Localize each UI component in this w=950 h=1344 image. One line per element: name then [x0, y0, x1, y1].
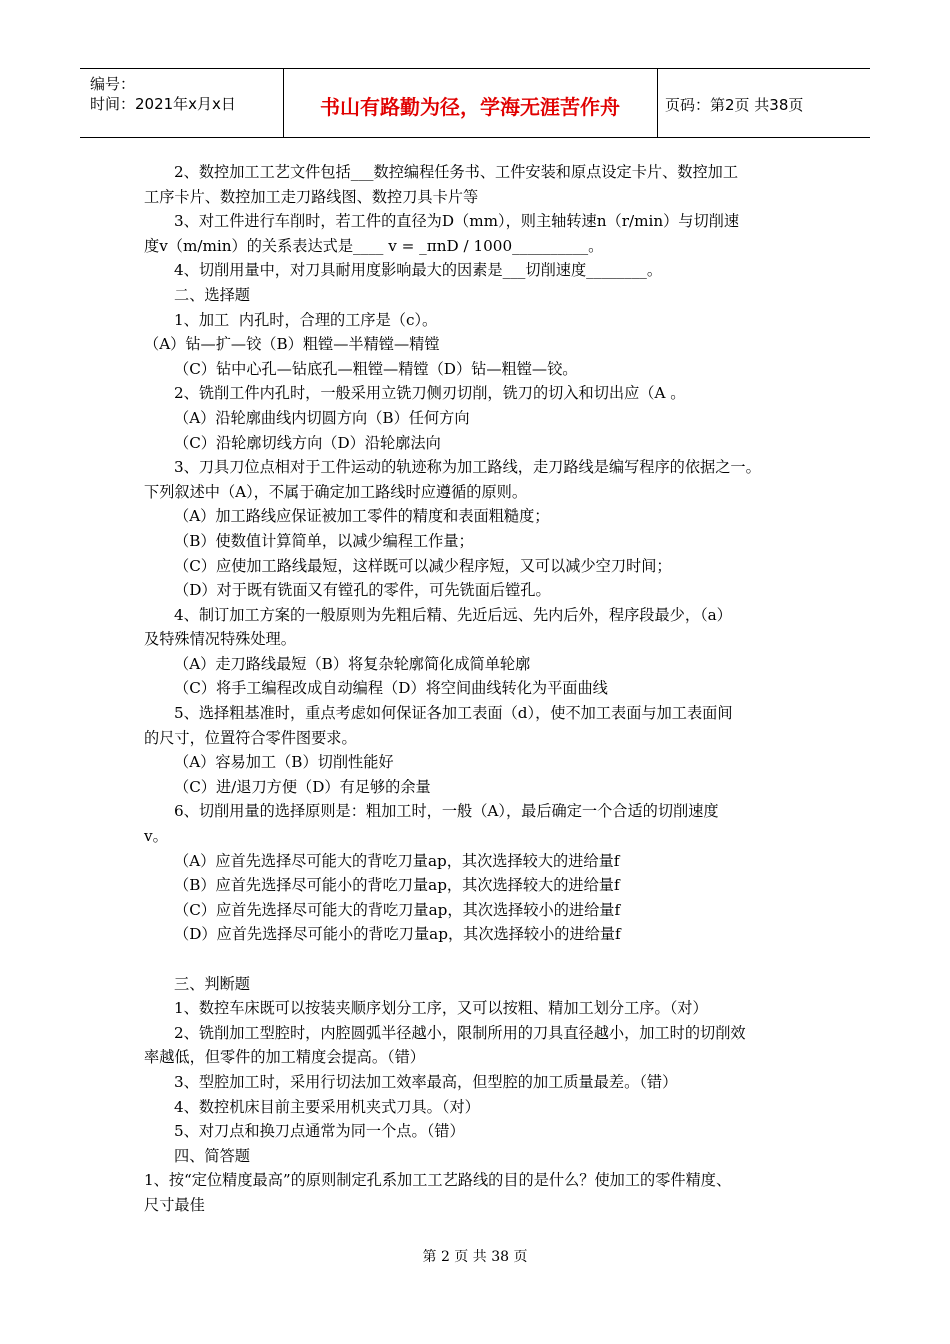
page-header — [80, 68, 870, 138]
text-line: （D）应首先选择尽可能小的背吃刀量ap，其次选择较小的进给量f — [174, 925, 621, 944]
text-line: （A）容易加工（B）切削性能好 — [174, 753, 394, 772]
text-line: 3、对工件进行车削时，若工件的直径为D（mm），则主轴转速n（r/min）与切削速 — [174, 212, 740, 231]
text-line: v。 — [144, 827, 168, 846]
text-line: 6、切削用量的选择原则是：粗加工时，一般（A），最后确定一个合适的切削速度 — [174, 802, 719, 821]
text-line: （C）钻中心孔—钻底孔—粗镗—精镗（D）钻—粗镗—铰。 — [174, 359, 578, 378]
text-line: 三、判断题 — [174, 974, 250, 993]
text-line: 1、数控车床既可以按装夹顺序划分工序，又可以按粗、精加工划分工序。（对） — [174, 999, 708, 1018]
text-line: （C）进/退刀方便（D）有足够的余量 — [174, 777, 431, 796]
page-footer: 第 2 页 共 38 页 — [422, 1249, 528, 1265]
header-left-cell — [80, 69, 284, 137]
text-line: （A）走刀路线最短（B）将复杂轮廓简化成简单轮廓 — [174, 654, 531, 673]
document-body — [144, 160, 814, 1218]
text-line: 度v（m/min）的关系表达式是____ v = _πnD / 1000__________。 — [144, 236, 604, 255]
text-line: （A）沿轮廓曲线内切圆方向（B）任何方向 — [174, 408, 470, 427]
text-line: （D）对于既有铣面又有镗孔的零件，可先铣面后镗孔。 — [174, 581, 551, 600]
text-line: 1、按“定位精度最高”的原则制定孔系加工工艺路线的目的是什么？使加工的零件精度、 — [144, 1171, 732, 1190]
text-line: 的尺寸，位置符合零件图要求。 — [144, 728, 357, 747]
text-line: 5、选择粗基准时，重点考虑如何保证各加工表面（d），使不加工表面与加工表面间 — [174, 704, 733, 723]
text-line: 4、切削用量中，对刀具耐用度影响最大的因素是___切削速度________。 — [174, 261, 663, 280]
text-line: 四、简答题 — [174, 1146, 250, 1165]
number-label: 编号： — [90, 75, 136, 93]
text-line: （A）加工路线应保证被加工零件的精度和表面粗糙度； — [174, 507, 550, 526]
text-line: 3、刀具刀位点相对于工件运动的轨迹称为加工路线，走刀路线是编写程序的依据之一。 — [174, 458, 761, 477]
text-line: （C）应使加工路线最短，这样既可以减少程序短，又可以减少空刀时间； — [174, 556, 672, 575]
text-line: （C）应首先选择尽可能大的背吃刀量ap，其次选择较小的进给量f — [174, 900, 621, 919]
text-line: 下列叙述中（A），不属于确定加工路线时应遵循的原则。 — [144, 482, 528, 501]
text-line: 4、制订加工方案的一般原则为先粗后精、先近后远、先内后外，程序段最少，（a） — [174, 605, 732, 624]
header-motto-cell — [283, 69, 658, 137]
text-line: 及特殊情况特殊处理。 — [144, 630, 296, 649]
text-line: 2、铣削工件内孔时，一般采用立铣刀侧刃切削，铣刀的切入和切出应（A 。 — [174, 384, 686, 403]
text-line: 4、数控机床目前主要采用机夹式刀具。（对） — [174, 1097, 480, 1116]
text-line: 2、铣削加工型腔时，内腔圆弧半径越小，限制所用的刀具直径越小，加工时的切削效 — [174, 1023, 746, 1042]
text-line: 1、加工 内孔时，合理的工序是（c）。 — [174, 310, 438, 329]
text-line: （A）钻—扩—铰（B）粗镗—半精镗—精镗 — [144, 335, 440, 354]
page-indicator: 页码：第2页 共38页 — [665, 96, 804, 114]
motto: 书山有路勤为径，学海无涯苦作舟 — [320, 95, 620, 119]
text-line: （C）将手工编程改成自动编程（D）将空间曲线转化为平面曲线 — [174, 679, 608, 698]
text-line: 工序卡片、数控加工走刀路线图、数控刀具卡片等 — [144, 187, 479, 206]
text-line: （B）使数值计算简单，以减少编程工作量； — [174, 531, 474, 550]
text-line: 尺寸最佳 — [144, 1195, 205, 1214]
text-line: 二、选择题 — [174, 285, 250, 304]
text-line: （C）沿轮廓切线方向（D）沿轮廓法向 — [174, 433, 441, 452]
text-line: （A）应首先选择尽可能大的背吃刀量ap，其次选择较大的进给量f — [174, 851, 620, 870]
text-line: 3、型腔加工时，采用行切法加工效率最高，但型腔的加工质量最差。（错） — [174, 1072, 678, 1091]
text-line: 率越低，但零件的加工精度会提高。（错） — [144, 1048, 425, 1067]
time-label: 时间：2021年x月x日 — [90, 95, 236, 113]
text-line: （B）应首先选择尽可能小的背吃刀量ap，其次选择较大的进给量f — [174, 876, 620, 895]
text-line: 5、对刀点和换刀点通常为同一个点。（错） — [174, 1122, 465, 1141]
text-line — [144, 947, 814, 972]
header-page-cell — [657, 69, 870, 137]
text-line: 2、数控加工工艺文件包括___数控编程任务书、工件安装和原点设定卡片、数控加工 — [174, 163, 739, 181]
